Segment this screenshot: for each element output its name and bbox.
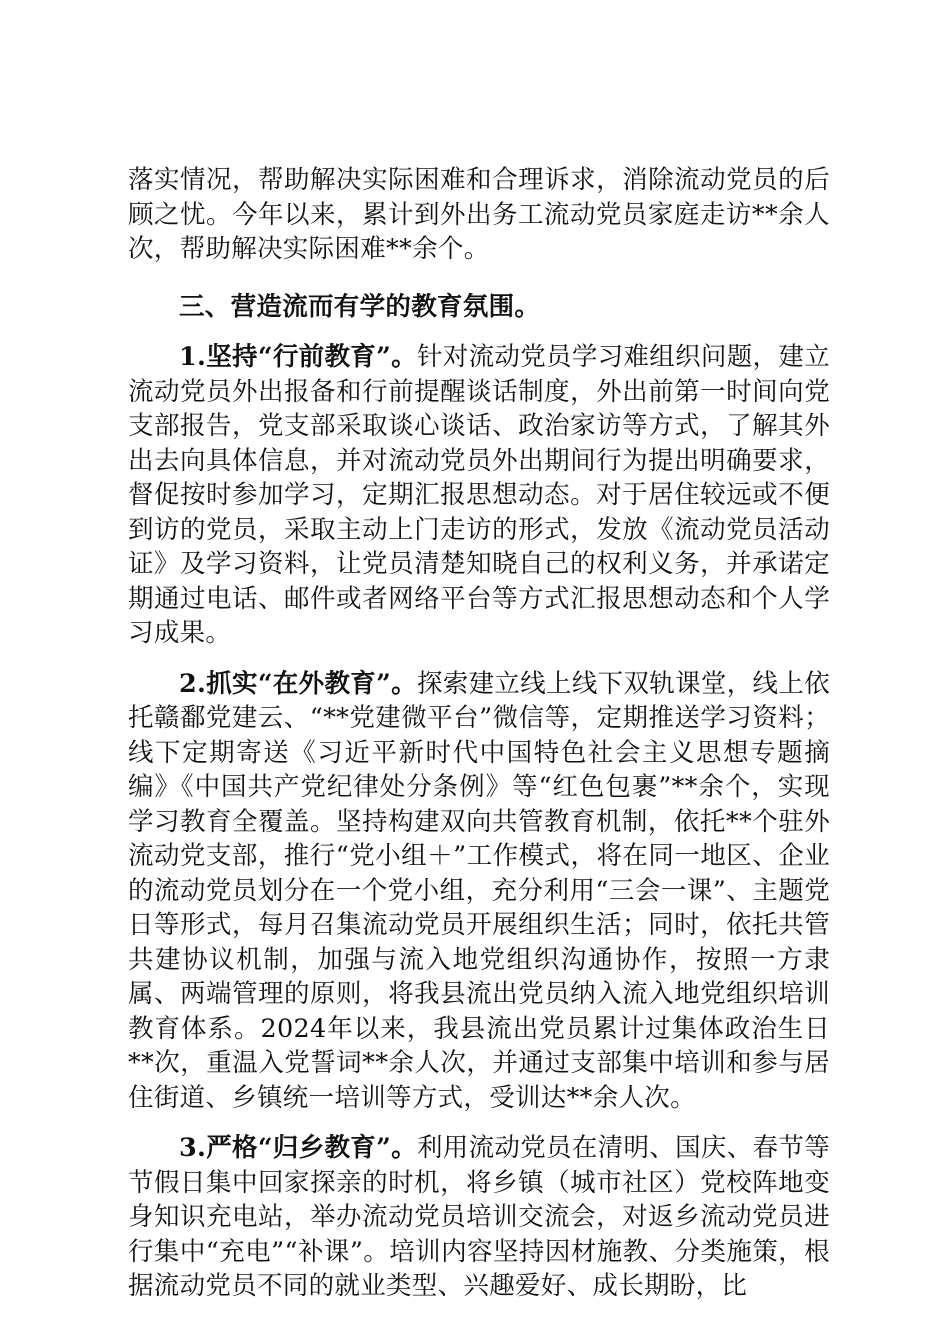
item-3-body: 利用流动党员在清明、国庆、春节等节假日集中回家探亲的时机，将乡镇（城市社区）党校阵地变身知识充电站，举办流动党员培训交流会，对返乡流动党员进行集中“充电”“补课”。培训内容坚持因材施教、分类施策，根据流动党员不同的就业类型、兴趣爱好、成长期盼，比 — [128, 1133, 830, 1301]
item-3-lead: 3.严格“归乡教育”。 — [179, 1133, 417, 1163]
paragraph-item-3 — [128, 1131, 830, 1304]
paragraph-continuation: 落实情况，帮助解决实际困难和合理诉求，消除流动党员的后顾之忧。今年以来，累计到外出务工流动党员家庭走访**余人次，帮助解决实际困难**余个。 — [128, 165, 830, 264]
paragraph-item-2 — [128, 667, 830, 1116]
item-2-body: 探索建立线上线下双轨课堂，线上依托赣鄱党建云、“**党建微平台”微信等，定期推送学习资料；线下定期寄送《习近平新时代中国特色社会主义思想专题摘编》《中国共产党纪律处分条例》等“红色包裹”**余个，实现学习教育全覆盖。坚持构建双向共管教育机制，依托**个驻外流动党支部，推行“党小组＋”工作模式，将在同一地区、企业的流动党员划分在一个党小组，充分利用“三会一课”、主题党日等形式，每月召集流动党员开展组织生活；同时，依托共管共建协议机制，加强与流入地党组织沟通协作，按照一方隶属、两端管理的原则，将我县流出党员纳入流入地党组织培训教育体系。2024年以来，我县流出党员累计过集体政治生日**次，重温入党誓词**余人次，并通过支部集中培训和参与居住街道、乡镇统一培训等方式，受训达**余人次。 — [128, 668, 830, 1113]
item-1-lead: 1.坚持“行前教育”。 — [179, 342, 417, 372]
paragraph-item-1 — [128, 340, 830, 651]
document-page — [128, 163, 830, 1304]
item-1-body: 针对流动党员学习难组织问题，建立流动党员外出报备和行前提醒谈话制度，外出前第一时间向党支部报告，党支部采取谈心谈话、政治家访等方式，了解其外出去向具体信息，并对流动党员外出期间行为提出明确要求，督促按时参加学习，定期汇报思想动态。对于居住较远或不便到访的党员，采取主动上门走访的形式，发放《流动党员活动证》及学习资料，让党员清楚知晓自己的权利义务，并承诺定期通过电话、邮件或者网络平台等方式汇报思想动态和个人学习成果。 — [128, 342, 830, 648]
item-2-lead: 2.抓实“在外教育”。 — [179, 668, 417, 699]
section-heading: 三、营造流而有学的教育氛围。 — [179, 291, 541, 322]
